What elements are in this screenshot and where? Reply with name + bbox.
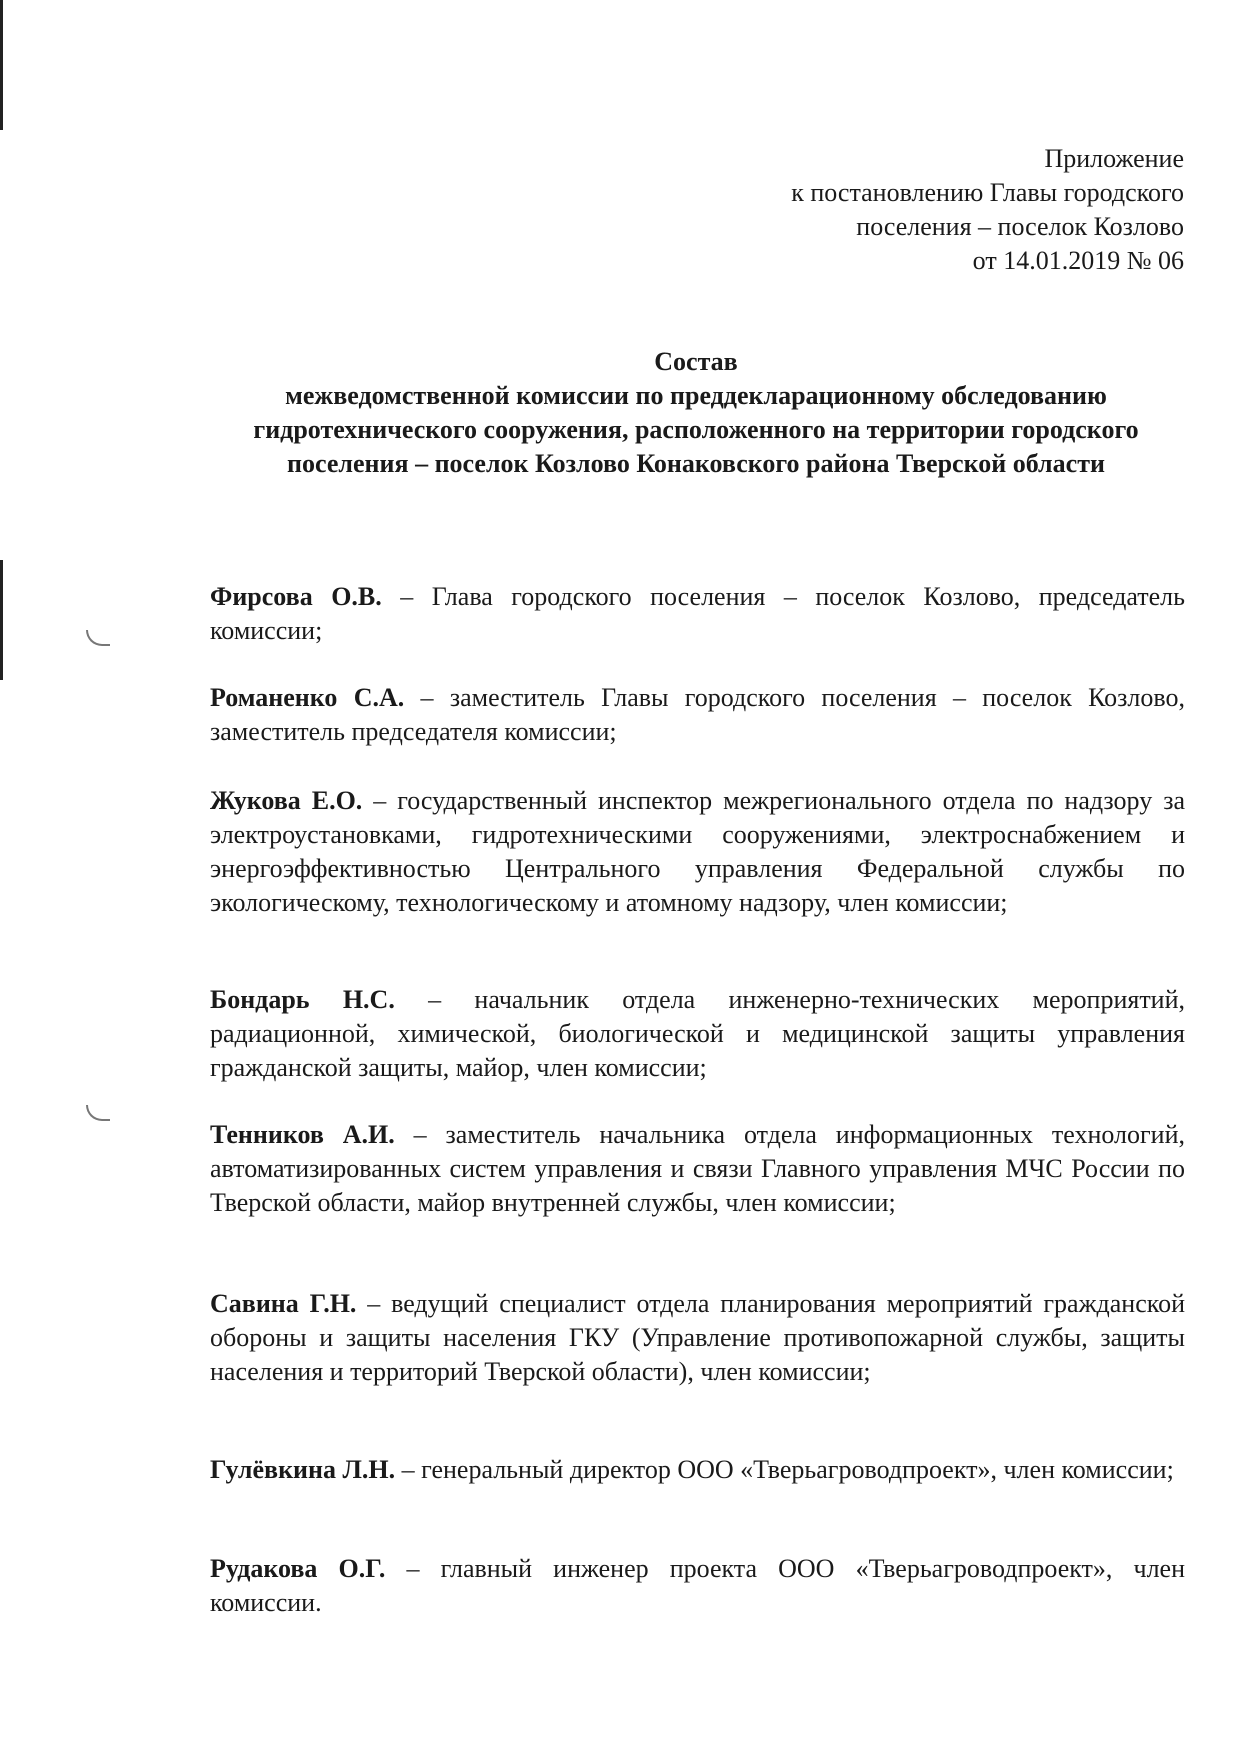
member-role: – Глава городского поселения – поселок Козлово, председатель комиссии;: [210, 582, 1185, 645]
member-role: – заместитель Главы городского поселения – поселок Козлово, заместитель председателя комиссии;: [210, 683, 1186, 746]
member-entry: [210, 681, 1185, 749]
member-role: – ведущий специалист отдела планирования мероприятий гражданской обороны и защиты населения ГКУ (Управление противопожарной службы, защиты населения и территорий Тверской области), член комиссии;: [210, 1289, 1185, 1386]
header-line: поселения – поселок Козлово: [856, 212, 1184, 241]
header-line: к постановлению Главы городского: [791, 178, 1184, 207]
member-role: – заместитель начальника отдела информационных технологий, автоматизированных систем управления и связи Главного управления МЧС России по Тверской области, майор внутренней службы, член комиссии;: [210, 1120, 1185, 1217]
punch-hole-mark: [86, 630, 110, 646]
member-entry: [210, 983, 1185, 1085]
member-role: – главный инженер проекта ООО «Тверьагроводпроект», член комиссии.: [210, 1554, 1185, 1617]
member-entry: [210, 580, 1185, 648]
member-entry: [210, 1453, 1185, 1487]
member-entry: [210, 784, 1185, 920]
member-role: – начальник отдела инженерно-технических мероприятий, радиационной, химической, биологической и медицинской защиты управления гражданской защиты, майор, член комиссии;: [210, 985, 1186, 1082]
punch-hole-mark: [86, 1105, 110, 1121]
appendix-header: [791, 142, 1184, 278]
member-entry: [210, 1552, 1185, 1620]
scan-edge: [0, 0, 3, 130]
member-entry: [210, 1118, 1185, 1220]
member-role: – генеральный директор ООО «Тверьагроводпроект», член комиссии;: [395, 1455, 1174, 1484]
member-name: Бондарь Н.С.: [210, 985, 395, 1014]
title-subtitle: межведомственной комиссии по преддекларационному обследованию гидротехнического сооружения, расположенного на территории городского поселения – поселок Козлово Конаковского района Тверской области: [253, 381, 1139, 478]
header-line: от 14.01.2019 № 06: [972, 246, 1184, 275]
member-name: Рудакова О.Г.: [210, 1554, 386, 1583]
member-entry: [210, 1287, 1185, 1389]
member-name: Жукова Е.О.: [210, 786, 363, 815]
member-role: – государственный инспектор межрегионального отдела по надзору за электроустановками, гидротехническими сооружениями, электроснабжением и энергоэффективностью Центрального управления Федеральной службы по экологическому, технологическому и атомному надзору, член комиссии;: [210, 786, 1185, 917]
document-title: [200, 345, 1192, 481]
member-name: Тенников А.И.: [210, 1120, 395, 1149]
header-line: Приложение: [1044, 144, 1184, 173]
member-name: Савина Г.Н.: [210, 1289, 357, 1318]
member-name: Гулёвкина Л.Н.: [210, 1455, 396, 1484]
member-name: Романенко С.А.: [210, 683, 405, 712]
title-heading: Состав: [654, 347, 738, 376]
member-name: Фирсова О.В.: [210, 582, 382, 611]
scan-edge: [0, 560, 3, 680]
